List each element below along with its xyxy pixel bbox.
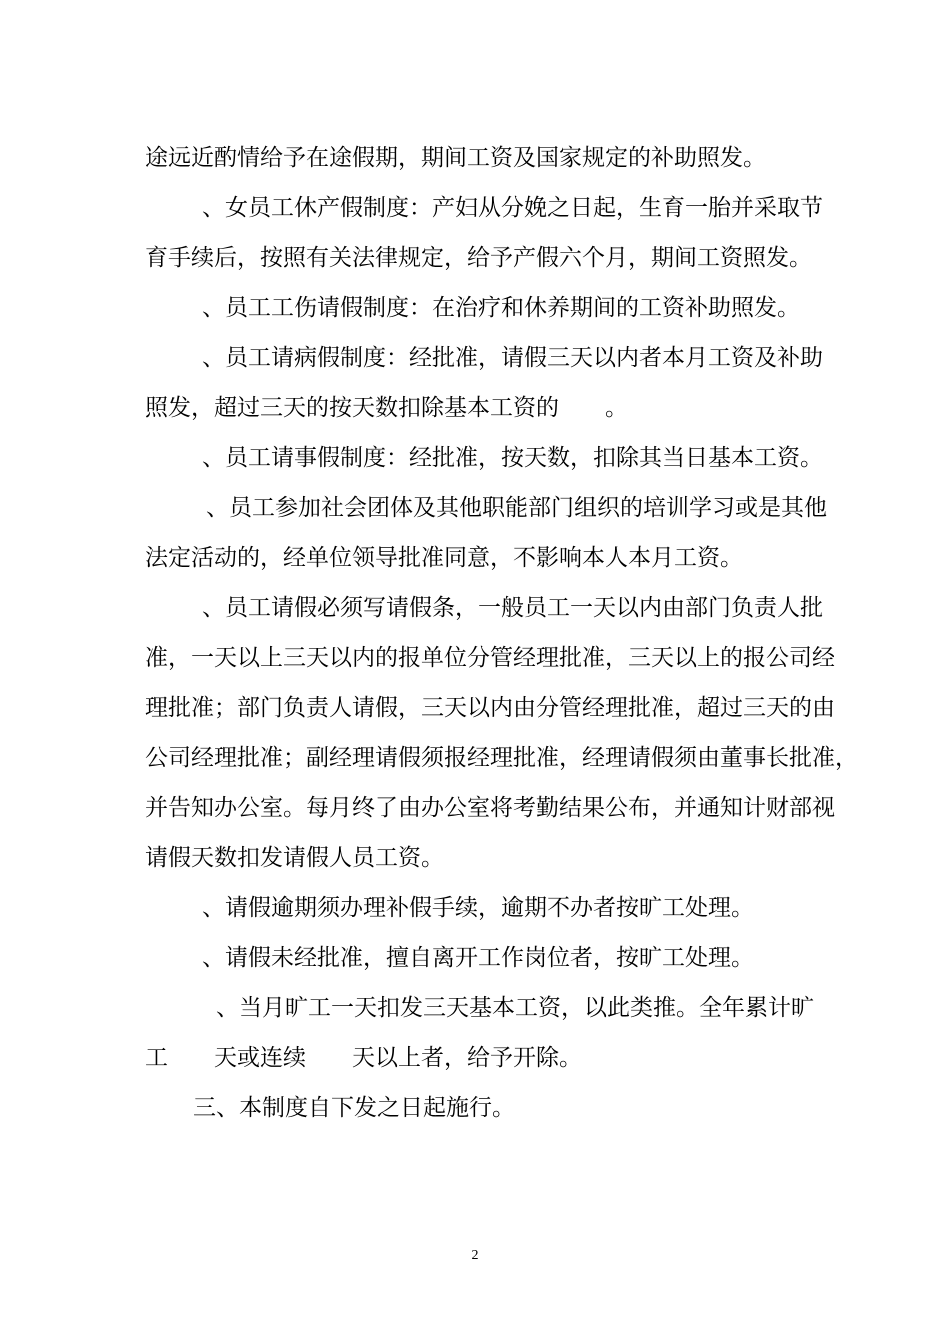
paragraph-line: 、员工请假必须写请假条，一般员工一天以内由部门负责人批 [202, 595, 823, 621]
paragraph-line: 准，一天以上三天以内的报单位分管经理批准，三天以上的报公司经 [145, 645, 835, 671]
page-number: 2 [471, 1248, 479, 1263]
paragraph-line: 、请假逾期须办理补假手续，逾期不办者按旷工处理。 [202, 895, 754, 921]
paragraph-line: 、员工请事假制度：经批准，按天数，扣除其当日基本工资。 [202, 445, 823, 471]
paragraph-line: 请假天数扣发请假人员工资。 [145, 845, 444, 871]
paragraph-line: 途远近酌情给予在途假期，期间工资及国家规定的补助照发。 [145, 145, 766, 171]
paragraph-line: 、员工工伤请假制度：在治疗和休养期间的工资补助照发。 [202, 295, 800, 321]
paragraph-line: 工 天或连续 天以上者，给予开除。 [145, 1045, 582, 1071]
paragraph-line: 、员工参加社会团体及其他职能部门组织的培训学习或是其他 [206, 495, 827, 521]
paragraph-line: 并告知办公室。每月终了由办公室将考勤结果公布，并通知计财部视 [145, 795, 835, 821]
paragraph-line: 理批准；部门负责人请假，三天以内由分管经理批准，超过三天的由 [145, 695, 835, 721]
paragraph-line: 三、本制度自下发之日起施行。 [193, 1095, 515, 1121]
paragraph-line: 、女员工休产假制度：产妇从分娩之日起，生育一胎并采取节 [202, 195, 823, 221]
paragraph-line: 照发，超过三天的按天数扣除基本工资的 。 [145, 395, 628, 421]
paragraph-line: 、当月旷工一天扣发三天基本工资，以此类推。全年累计旷 [216, 995, 814, 1021]
paragraph-line: 公司经理批准；副经理请假须报经理批准，经理请假须由董事长批准， [145, 745, 858, 771]
paragraph-line: 、请假未经批准，擅自离开工作岗位者，按旷工处理。 [202, 945, 754, 971]
paragraph-line: 、员工请病假制度：经批准，请假三天以内者本月工资及补助 [202, 345, 823, 371]
paragraph-line: 育手续后，按照有关法律规定，给予产假六个月，期间工资照发。 [145, 245, 812, 271]
paragraph-line: 法定活动的，经单位领导批准同意，不影响本人本月工资。 [145, 545, 743, 571]
